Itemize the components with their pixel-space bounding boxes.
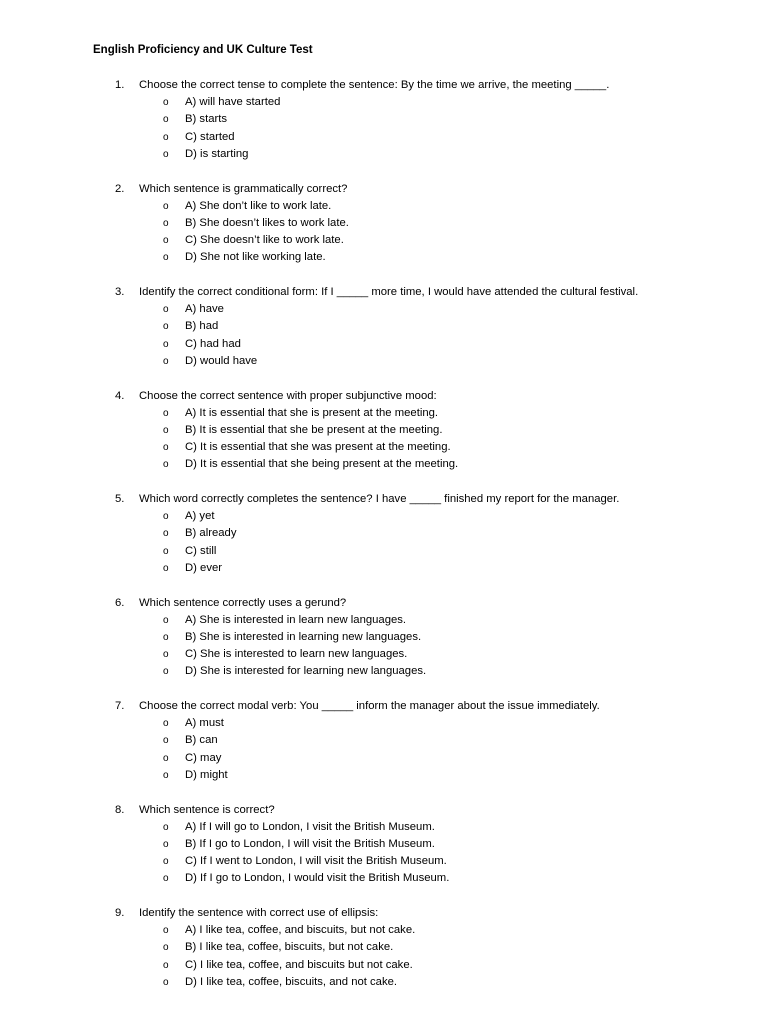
hollow-bullet-icon: o xyxy=(163,131,169,143)
question-4 xyxy=(0,388,768,492)
option-c xyxy=(0,129,768,146)
option-a xyxy=(0,94,768,111)
hollow-bullet-icon: o xyxy=(163,235,169,247)
hollow-bullet-icon: o xyxy=(163,424,169,436)
hollow-bullet-icon: o xyxy=(163,735,169,747)
option-text: A) I like tea, coffee, and biscuits, but not cake. xyxy=(185,924,416,937)
option-text: B) If I go to London, I will visit the British Museum. xyxy=(185,837,435,850)
question-text: Identify the correct conditional form: If I _____ more time, I would have attended the cultural festival. xyxy=(139,286,639,298)
hollow-bullet-icon: o xyxy=(163,338,169,350)
question-line xyxy=(0,181,768,198)
question-text: Which word correctly completes the sentence? I have _____ finished my report for the manager. xyxy=(139,493,620,505)
option-text: C) She is interested to learn new languages. xyxy=(185,648,408,661)
option-list xyxy=(0,198,768,267)
option-c xyxy=(0,957,768,974)
question-line xyxy=(0,802,768,819)
hollow-bullet-icon: o xyxy=(163,856,169,868)
question-number: 8. xyxy=(115,803,125,816)
option-d xyxy=(0,146,768,163)
hollow-bullet-icon: o xyxy=(163,97,169,109)
option-d xyxy=(0,353,768,370)
hollow-bullet-icon: o xyxy=(163,769,169,781)
option-a xyxy=(0,922,768,939)
option-text: D) She not like working late. xyxy=(185,251,326,264)
question-text: Choose the correct tense to complete the sentence: By the time we arrive, the meeting _____. xyxy=(139,79,610,91)
hollow-bullet-icon: o xyxy=(163,614,169,626)
option-d xyxy=(0,870,768,887)
hollow-bullet-icon: o xyxy=(163,838,169,850)
option-text: B) starts xyxy=(185,113,228,126)
option-a xyxy=(0,715,768,732)
question-number: 1. xyxy=(115,79,125,91)
option-text: D) ever xyxy=(185,561,223,574)
hollow-bullet-icon: o xyxy=(163,200,169,212)
question-line xyxy=(0,388,768,405)
option-b xyxy=(0,836,768,853)
hollow-bullet-icon: o xyxy=(163,562,169,574)
option-text: B) It is essential that she be present at the meeting. xyxy=(185,423,443,436)
option-d xyxy=(0,560,768,577)
question-number: 7. xyxy=(115,700,125,712)
option-b xyxy=(0,939,768,956)
option-c xyxy=(0,646,768,663)
hollow-bullet-icon: o xyxy=(163,649,169,661)
hollow-bullet-icon: o xyxy=(163,459,169,471)
option-text: D) She is interested for learning new languages. xyxy=(185,665,427,678)
hollow-bullet-icon: o xyxy=(163,321,169,333)
option-text: B) had xyxy=(185,320,219,333)
question-number: 2. xyxy=(115,182,125,195)
option-text: A) yet xyxy=(185,510,215,523)
hollow-bullet-icon: o xyxy=(163,959,169,971)
hollow-bullet-icon: o xyxy=(163,631,169,643)
option-list xyxy=(0,508,768,577)
question-7 xyxy=(0,698,768,802)
hollow-bullet-icon: o xyxy=(163,752,169,764)
option-a xyxy=(0,198,768,215)
hollow-bullet-icon: o xyxy=(163,942,169,954)
hollow-bullet-icon: o xyxy=(163,148,169,160)
option-text: D) might xyxy=(185,768,228,781)
option-b xyxy=(0,422,768,439)
question-text: Which sentence is grammatically correct? xyxy=(139,182,348,195)
option-a xyxy=(0,612,768,629)
option-text: A) If I will go to London, I visit the British Museum. xyxy=(185,820,435,833)
option-text: B) can xyxy=(185,734,218,747)
question-number: 9. xyxy=(115,907,125,919)
option-d xyxy=(0,456,768,473)
question-line xyxy=(0,595,768,612)
option-list xyxy=(0,405,768,474)
option-c xyxy=(0,853,768,870)
hollow-bullet-icon: o xyxy=(163,114,169,126)
option-d xyxy=(0,974,768,991)
hollow-bullet-icon: o xyxy=(163,407,169,419)
option-b xyxy=(0,732,768,749)
hollow-bullet-icon: o xyxy=(163,252,169,264)
option-text: C) She doesn’t like to work late. xyxy=(185,234,344,247)
question-line xyxy=(0,284,768,301)
question-text: Identify the sentence with correct use of ellipsis: xyxy=(139,907,379,919)
hollow-bullet-icon: o xyxy=(163,528,169,540)
hollow-bullet-icon: o xyxy=(163,304,169,316)
question-line xyxy=(0,698,768,715)
option-text: B) She is interested in learning new languages. xyxy=(185,630,422,643)
question-line xyxy=(0,77,768,94)
option-text: C) may xyxy=(185,751,222,764)
option-d xyxy=(0,249,768,266)
hollow-bullet-icon: o xyxy=(163,666,169,678)
document-title: English Proficiency and UK Culture Test xyxy=(93,44,313,56)
option-c xyxy=(0,750,768,767)
hollow-bullet-icon: o xyxy=(163,355,169,367)
question-text: Choose the correct modal verb: You _____ inform the manager about the issue immediately. xyxy=(139,700,600,712)
option-text: D) I like tea, coffee, biscuits, and not cake. xyxy=(185,975,398,988)
question-2 xyxy=(0,181,768,285)
option-a xyxy=(0,819,768,836)
option-text: B) I like tea, coffee, biscuits, but not cake. xyxy=(185,941,394,954)
question-line xyxy=(0,491,768,508)
question-3 xyxy=(0,284,768,388)
question-list xyxy=(0,77,768,1009)
option-list xyxy=(0,715,768,784)
hollow-bullet-icon: o xyxy=(163,442,169,454)
option-text: A) have xyxy=(185,303,224,316)
option-c xyxy=(0,232,768,249)
option-b xyxy=(0,215,768,232)
hollow-bullet-icon: o xyxy=(163,545,169,557)
option-text: C) It is essential that she was present at the meeting. xyxy=(185,441,451,454)
question-text: Which sentence is correct? xyxy=(139,803,275,816)
question-5 xyxy=(0,491,768,595)
question-9 xyxy=(0,905,768,1009)
question-8 xyxy=(0,802,768,906)
option-b xyxy=(0,111,768,128)
question-number: 6. xyxy=(115,596,125,609)
option-list xyxy=(0,612,768,681)
question-number: 4. xyxy=(115,389,125,402)
question-text: Choose the correct sentence with proper subjunctive mood: xyxy=(139,389,437,402)
hollow-bullet-icon: o xyxy=(163,873,169,885)
option-d xyxy=(0,663,768,680)
option-text: A) She don’t like to work late. xyxy=(185,199,332,212)
option-a xyxy=(0,405,768,422)
option-list xyxy=(0,94,768,163)
hollow-bullet-icon: o xyxy=(163,925,169,937)
hollow-bullet-icon: o xyxy=(163,511,169,523)
option-a xyxy=(0,301,768,318)
option-c xyxy=(0,543,768,560)
option-d xyxy=(0,767,768,784)
option-text: A) She is interested in learn new languages. xyxy=(185,613,407,626)
option-a xyxy=(0,508,768,525)
option-text: D) It is essential that she being present at the meeting. xyxy=(185,458,459,471)
option-text: A) must xyxy=(185,717,224,730)
question-1 xyxy=(0,77,768,181)
hollow-bullet-icon: o xyxy=(163,718,169,730)
question-6 xyxy=(0,595,768,699)
hollow-bullet-icon: o xyxy=(163,976,169,988)
hollow-bullet-icon: o xyxy=(163,821,169,833)
option-text: D) If I go to London, I would visit the British Museum. xyxy=(185,872,450,885)
question-number: 3. xyxy=(115,286,125,298)
option-list xyxy=(0,301,768,370)
option-c xyxy=(0,439,768,456)
option-b xyxy=(0,629,768,646)
option-b xyxy=(0,525,768,542)
option-text: D) is starting xyxy=(185,147,249,160)
option-text: C) still xyxy=(185,544,217,557)
option-text: A) It is essential that she is present at the meeting. xyxy=(185,406,439,419)
option-text: A) will have started xyxy=(185,96,281,109)
option-c xyxy=(0,336,768,353)
option-text: B) She doesn’t likes to work late. xyxy=(185,216,349,229)
question-text: Which sentence correctly uses a gerund? xyxy=(139,596,347,609)
hollow-bullet-icon: o xyxy=(163,217,169,229)
question-line xyxy=(0,905,768,922)
option-text: D) would have xyxy=(185,354,258,367)
option-text: C) started xyxy=(185,130,235,143)
option-text: B) already xyxy=(185,527,237,540)
option-text: C) had had xyxy=(185,337,241,350)
option-text: C) If I went to London, I will visit the British Museum. xyxy=(185,855,447,868)
option-text: C) I like tea, coffee, and biscuits but not cake. xyxy=(185,958,413,971)
option-list xyxy=(0,922,768,991)
option-b xyxy=(0,318,768,335)
option-list xyxy=(0,819,768,888)
question-number: 5. xyxy=(115,493,125,505)
